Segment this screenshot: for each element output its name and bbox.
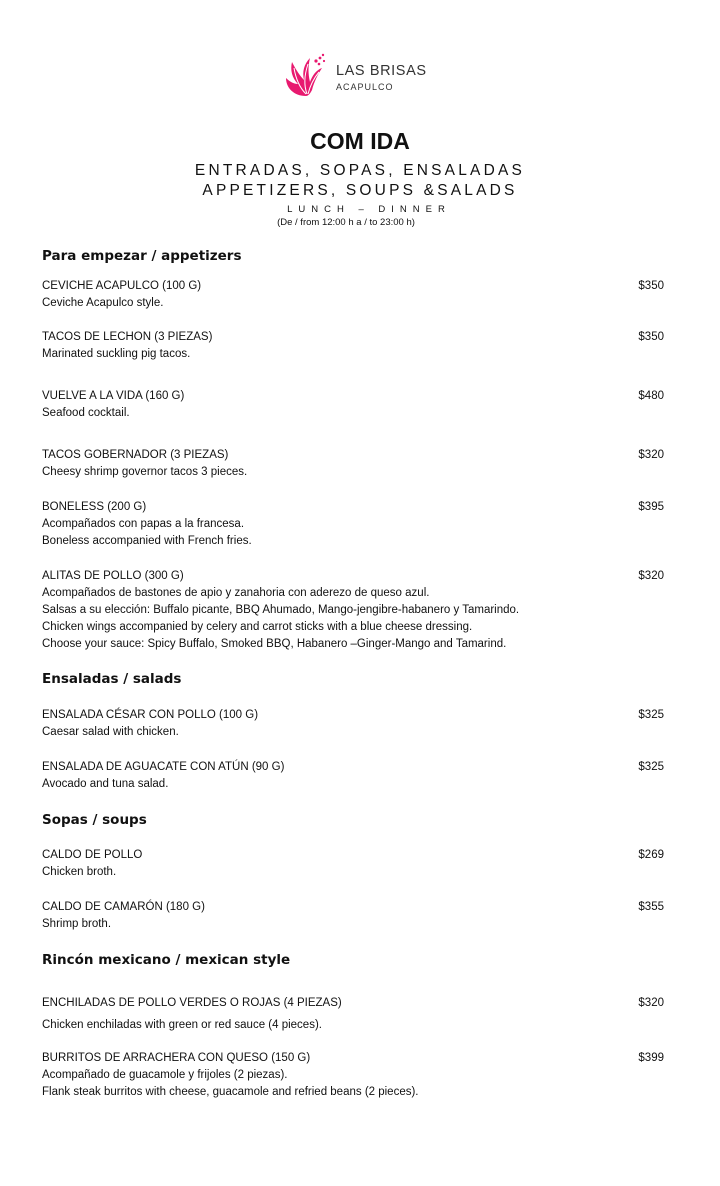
item-price: $320 xyxy=(638,570,664,582)
menu-item xyxy=(42,899,664,933)
item-description: Ceviche Acapulco style. xyxy=(42,297,164,309)
item-price: $480 xyxy=(638,390,664,402)
item-description: Chicken broth. xyxy=(42,866,117,878)
item-description: Seafood cocktail. xyxy=(42,407,130,419)
menu-item xyxy=(42,329,664,363)
item-name: CALDO DE POLLO xyxy=(42,849,143,861)
menu-item xyxy=(42,759,664,793)
item-price: $325 xyxy=(638,761,664,773)
section-title: Sopas / soups xyxy=(42,812,147,828)
item-price: $355 xyxy=(638,901,664,913)
brand-logo xyxy=(284,52,427,102)
item-name: ENSALADA CÉSAR CON POLLO (100 G) xyxy=(42,709,259,721)
item-name: CEVICHE ACAPULCO (100 G) xyxy=(42,280,202,292)
item-name: BURRITOS DE ARRACHERA CON QUESO (150 G) xyxy=(42,1052,311,1064)
service-label: LUNCH – DINNER xyxy=(287,204,451,215)
menu-item xyxy=(42,707,664,741)
menu-title: COM IDA xyxy=(310,128,410,154)
menu-item xyxy=(42,447,664,481)
item-description: Cheesy shrimp governor tacos 3 pieces. xyxy=(42,466,248,478)
menu-item xyxy=(42,278,664,312)
item-name: TACOS GOBERNADOR (3 PIEZAS) xyxy=(42,449,229,461)
section-title: Rincón mexicano / mexican style xyxy=(42,952,291,968)
item-description: Avocado and tuna salad. xyxy=(42,778,169,790)
item-description: Chicken wings accompanied by celery and carrot sticks with a blue cheese dressing. xyxy=(42,621,473,633)
service-hours: (De / from 12:00 h a / to 23:00 h) xyxy=(277,217,415,228)
item-price: $350 xyxy=(638,331,664,343)
section-title: Para empezar / appetizers xyxy=(42,248,242,264)
item-name: ALITAS DE POLLO (300 G) xyxy=(42,570,184,582)
item-name: ENSALADA DE AGUACATE CON ATÚN (90 G) xyxy=(42,761,285,773)
item-price: $320 xyxy=(638,997,664,1009)
item-name: BONELESS (200 G) xyxy=(42,501,147,513)
item-description: Chicken enchiladas with green or red sauce (4 pieces). xyxy=(42,1019,322,1031)
item-name: ENCHILADAS DE POLLO VERDES O ROJAS (4 PIEZAS) xyxy=(42,997,342,1009)
menu-subtitle-en: APPETIZERS, SOUPS &SALADS xyxy=(202,182,518,199)
item-price: $395 xyxy=(638,501,664,513)
item-description: Acompañado de guacamole y frijoles (2 piezas). xyxy=(42,1069,288,1081)
item-description: Caesar salad with chicken. xyxy=(42,726,179,738)
item-name: TACOS DE LECHON (3 PIEZAS) xyxy=(42,331,213,343)
item-description: Boneless accompanied with French fries. xyxy=(42,535,252,547)
item-price: $269 xyxy=(638,849,664,861)
item-description: Acompañados de bastones de apio y zanahoria con aderezo de queso azul. xyxy=(42,587,430,599)
menu-subtitle-es: ENTRADAS, SOPAS, ENSALADAS xyxy=(194,162,526,179)
menu-item xyxy=(42,388,664,422)
item-description: Acompañados con papas a la francesa. xyxy=(42,518,245,530)
menu-item xyxy=(42,499,664,550)
hibiscus-flower-icon xyxy=(284,52,328,102)
menu-item xyxy=(42,568,664,653)
item-name: CALDO DE CAMARÓN (180 G) xyxy=(42,901,205,913)
menu-item xyxy=(42,847,664,881)
item-description: Shrimp broth. xyxy=(42,918,112,930)
item-name: VUELVE A LA VIDA (160 G) xyxy=(42,390,185,402)
brand-name: LAS BRISAS xyxy=(336,62,427,79)
brand-location: ACAPULCO xyxy=(336,81,394,92)
item-price: $320 xyxy=(638,449,664,461)
item-description: Salsas a su elección: Buffalo picante, BBQ Ahumado, Mango-jengibre-habanero y Tamarindo. xyxy=(42,604,520,616)
item-description: Choose your sauce: Spicy Buffalo, Smoked BBQ, Habanero –Ginger-Mango and Tamarind. xyxy=(42,638,507,650)
item-price: $399 xyxy=(638,1052,664,1064)
menu-item xyxy=(42,1050,664,1101)
item-description: Flank steak burritos with cheese, guacamole and refried beans (2 pieces). xyxy=(42,1086,419,1098)
section-title: Ensaladas / salads xyxy=(42,671,182,687)
menu-item xyxy=(42,992,664,1036)
item-description: Marinated suckling pig tacos. xyxy=(42,348,191,360)
item-price: $325 xyxy=(638,709,664,721)
item-price: $350 xyxy=(638,280,664,292)
